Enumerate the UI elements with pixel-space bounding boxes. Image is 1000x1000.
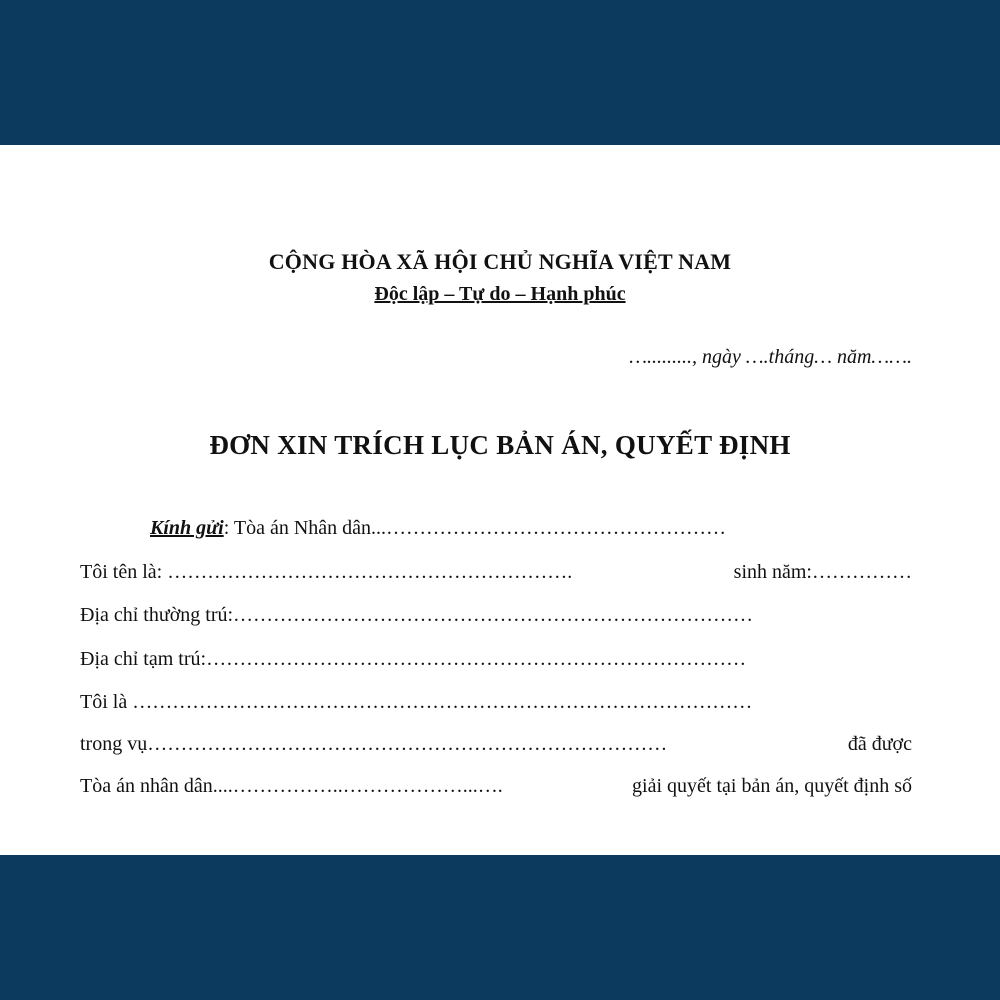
top-band — [0, 0, 1000, 145]
temporary-address-field: Địa chỉ tạm trú:……………………………………………………………………… — [80, 648, 747, 670]
bottom-band — [0, 855, 1000, 1000]
national-title: CỘNG HÒA XÃ HỘI CHỦ NGHĨA VIỆT NAM — [268, 249, 732, 274]
birth-year-field: sinh năm:…………… — [733, 561, 912, 583]
role-line — [80, 691, 912, 714]
case-field: trong vụ…………………………………………………………………… — [80, 733, 668, 755]
permanent-address-line — [80, 604, 912, 627]
role-field: Tôi là ………………………………………………………………………………… — [80, 691, 753, 713]
name-field: Tôi tên là: ……………………………………………………. — [80, 561, 573, 583]
court-suffix: giải quyết tại bản án, quyết định số — [632, 775, 912, 797]
permanent-address-field: Địa chỉ thường trú:…………………………………………………………………… — [80, 604, 754, 626]
addressee-text: : Tòa án Nhân dân...…………………………………………… — [223, 517, 727, 539]
addressee-label: Kính gửi — [150, 517, 224, 539]
court-field: Tòa án nhân dân....……………..………………...…. — [80, 775, 503, 797]
court-line — [80, 775, 912, 798]
name-line — [80, 561, 912, 584]
temporary-address-line — [80, 648, 912, 671]
addressee-line — [150, 517, 726, 540]
case-line — [80, 733, 912, 756]
national-motto: Độc lập – Tự do – Hạnh phúc — [374, 283, 626, 305]
date-line: …........., ngày ….tháng… năm……. — [629, 346, 912, 368]
document-title: ĐƠN XIN TRÍCH LỤC BẢN ÁN, QUYẾT ĐỊNH — [209, 430, 791, 460]
case-suffix: đã được — [847, 733, 912, 755]
document-page — [0, 145, 1000, 855]
